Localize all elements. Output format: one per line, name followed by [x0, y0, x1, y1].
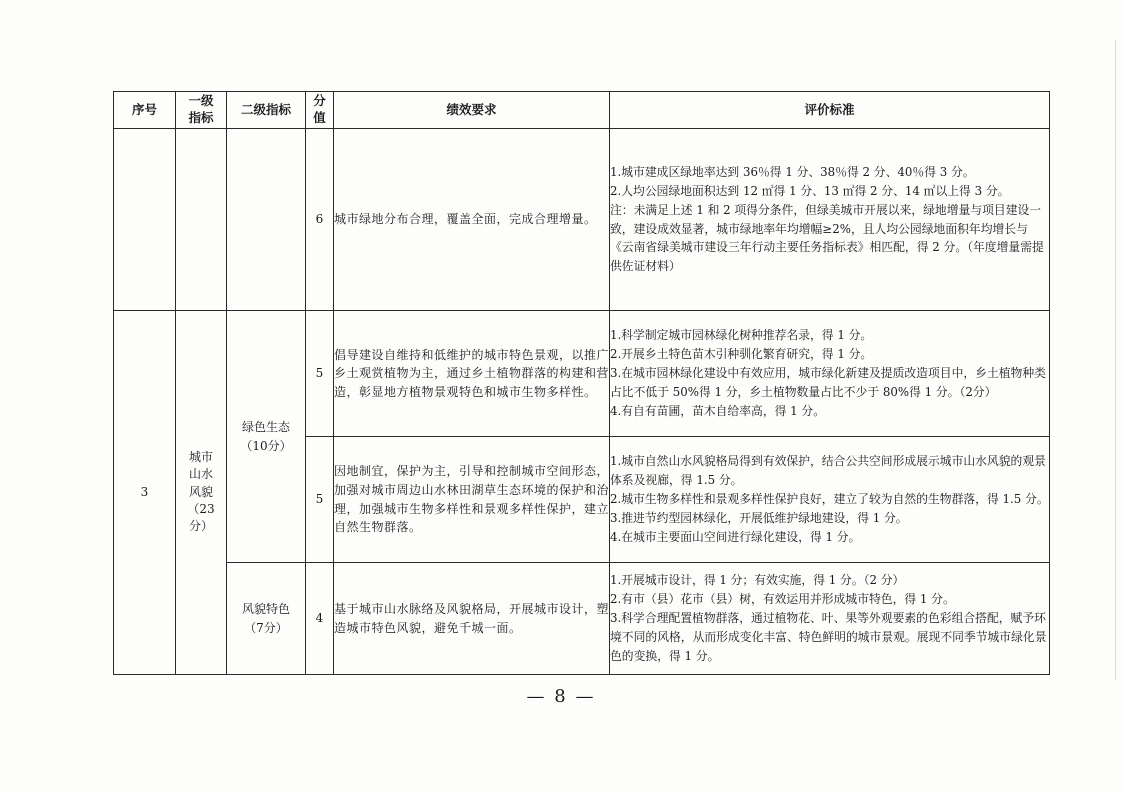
header-criteria: 评价标准 — [610, 92, 1050, 129]
header-requirement: 绩效要求 — [334, 92, 610, 129]
criteria-line: 1.开展城市设计，得 1 分；有效实施，得 1 分。（2 分） — [610, 573, 905, 588]
criteria-line: 2.城市生物多样性和景观多样性保护良好，建立了较为自然的生物群落，得 1.5 分。 — [610, 492, 1049, 507]
criteria-line: 1.科学制定城市园林绿化树种推荐名录，得 1 分。 — [610, 328, 873, 343]
score-cell: 5 — [306, 437, 334, 563]
level2-points: （10分） — [240, 438, 292, 453]
level2-name: 风貌特色 — [241, 601, 290, 616]
header-score — [306, 92, 334, 129]
level2-cell-empty — [227, 129, 306, 311]
requirement-cell: 倡导建设自维持和低维护的城市特色景观，以推广乡土观赏植物为主，通过乡土植物群落的构建和营造，彰显地方植物景观特色和城市生物多样性。 — [334, 311, 610, 437]
level1-line: 风貌 — [188, 484, 213, 499]
level1-line: （23 — [187, 502, 215, 517]
seq-cell: 3 — [114, 311, 176, 675]
criteria-cell — [610, 437, 1050, 563]
header-score-line: 值 — [313, 110, 326, 125]
table-row — [114, 311, 1050, 437]
requirement-cell: 基于城市山水脉络及风貌格局，开展城市设计，塑造城市特色风貌，避免千城一面。 — [334, 563, 610, 675]
criteria-line: 3.在城市园林绿化建设中有效应用，城市绿化新建及提质改造项目中，乡土植物种类占比不低于 50%得 1 分，乡土植物数量占比不少于 80%得 1 分。（2分） — [610, 366, 1046, 399]
requirement-cell: 城市绿地分布合理，覆盖全面，完成合理增量。 — [334, 129, 610, 311]
header-level1-line: 指标 — [188, 110, 214, 125]
header-score-line: 分 — [313, 93, 326, 109]
level1-line: 山水 — [188, 467, 213, 482]
score-cell: 6 — [306, 129, 334, 311]
criteria-cell — [610, 311, 1050, 437]
criteria-line: 4.有自有苗圃，苗木自给率高，得 1 分。 — [610, 403, 826, 418]
scan-edge-line — [1115, 40, 1116, 680]
table-row — [114, 129, 1050, 311]
level2-cell-green-ecology — [227, 311, 306, 563]
header-row — [114, 92, 1050, 129]
criteria-cell — [610, 563, 1050, 675]
level1-cell-empty — [176, 129, 227, 311]
criteria-line: 1.城市建成区绿地率达到 36％得 1 分、38％得 2 分、40％得 3 分。 — [610, 164, 975, 179]
score-cell: 5 — [306, 311, 334, 437]
header-seq: 序号 — [114, 92, 176, 129]
page-number: — 8 — — [526, 686, 596, 707]
header-level1 — [176, 92, 227, 129]
table-row — [114, 563, 1050, 675]
seq-cell-empty — [114, 129, 176, 311]
criteria-line: 3.科学合理配置植物群落，通过植物花、叶、果等外观要素的色彩组合搭配，赋予环境不同的风格，从而形成变化丰富、特色鲜明的城市景观。展现不同季节城市绿化景色的变换，得 1 分。 — [610, 611, 1047, 663]
criteria-line: 2.人均公园绿地面积达到 12 ㎡得 1 分、13 ㎡得 2 分、14 ㎡以上得 3 分。 — [610, 183, 1010, 198]
level2-points: （7分） — [244, 620, 288, 635]
criteria-line: 1.城市自然山水风貌格局得到有效保护，结合公共空间形成展示城市山水风貌的观景体系及视廊，得 1.5 分。 — [610, 454, 1046, 488]
level2-name: 绿色生态 — [241, 419, 290, 434]
criteria-line: 注：未满足上述 1 和 2 项得分条件，但绿美城市开展以来，绿地增量与项目建设一致，建设成效显著，城市绿地率年均增幅≥2%，且人均公园绿地面积年均增长与《云南省绿美城市建设三年行动主要任务指标表》相匹配，得 2 分。（年度增量需提供佐证材料） — [610, 202, 1044, 274]
level2-cell-style-feature — [227, 563, 306, 675]
evaluation-table — [113, 91, 1050, 675]
level1-line: 分） — [188, 519, 213, 534]
criteria-line: 3.推进节约型园林绿化，开展低维护绿地建设，得 1 分。 — [610, 510, 908, 525]
header-level2: 二级指标 — [227, 92, 306, 129]
criteria-line: 2.有市（县）花市（县）树，有效运用并形成城市特色，得 1 分。 — [610, 592, 955, 607]
level1-cell — [176, 311, 227, 675]
score-cell: 4 — [306, 563, 334, 675]
criteria-line: 2.开展乡土特色苗木引种驯化繁育研究，得 1 分。 — [610, 347, 873, 362]
criteria-line: 4.在城市主要面山空间进行绿化建设，得 1 分。 — [610, 529, 861, 544]
requirement-cell: 因地制宜，保护为主，引导和控制城市空间形态，加强对城市周边山水林田湖草生态环境的保护和治理，加强城市生物多样性和景观多样性保护，建立自然生物群落。 — [334, 437, 610, 563]
header-level1-line: 一级 — [188, 93, 214, 109]
level1-line: 城市 — [188, 449, 213, 464]
criteria-cell — [610, 129, 1050, 311]
